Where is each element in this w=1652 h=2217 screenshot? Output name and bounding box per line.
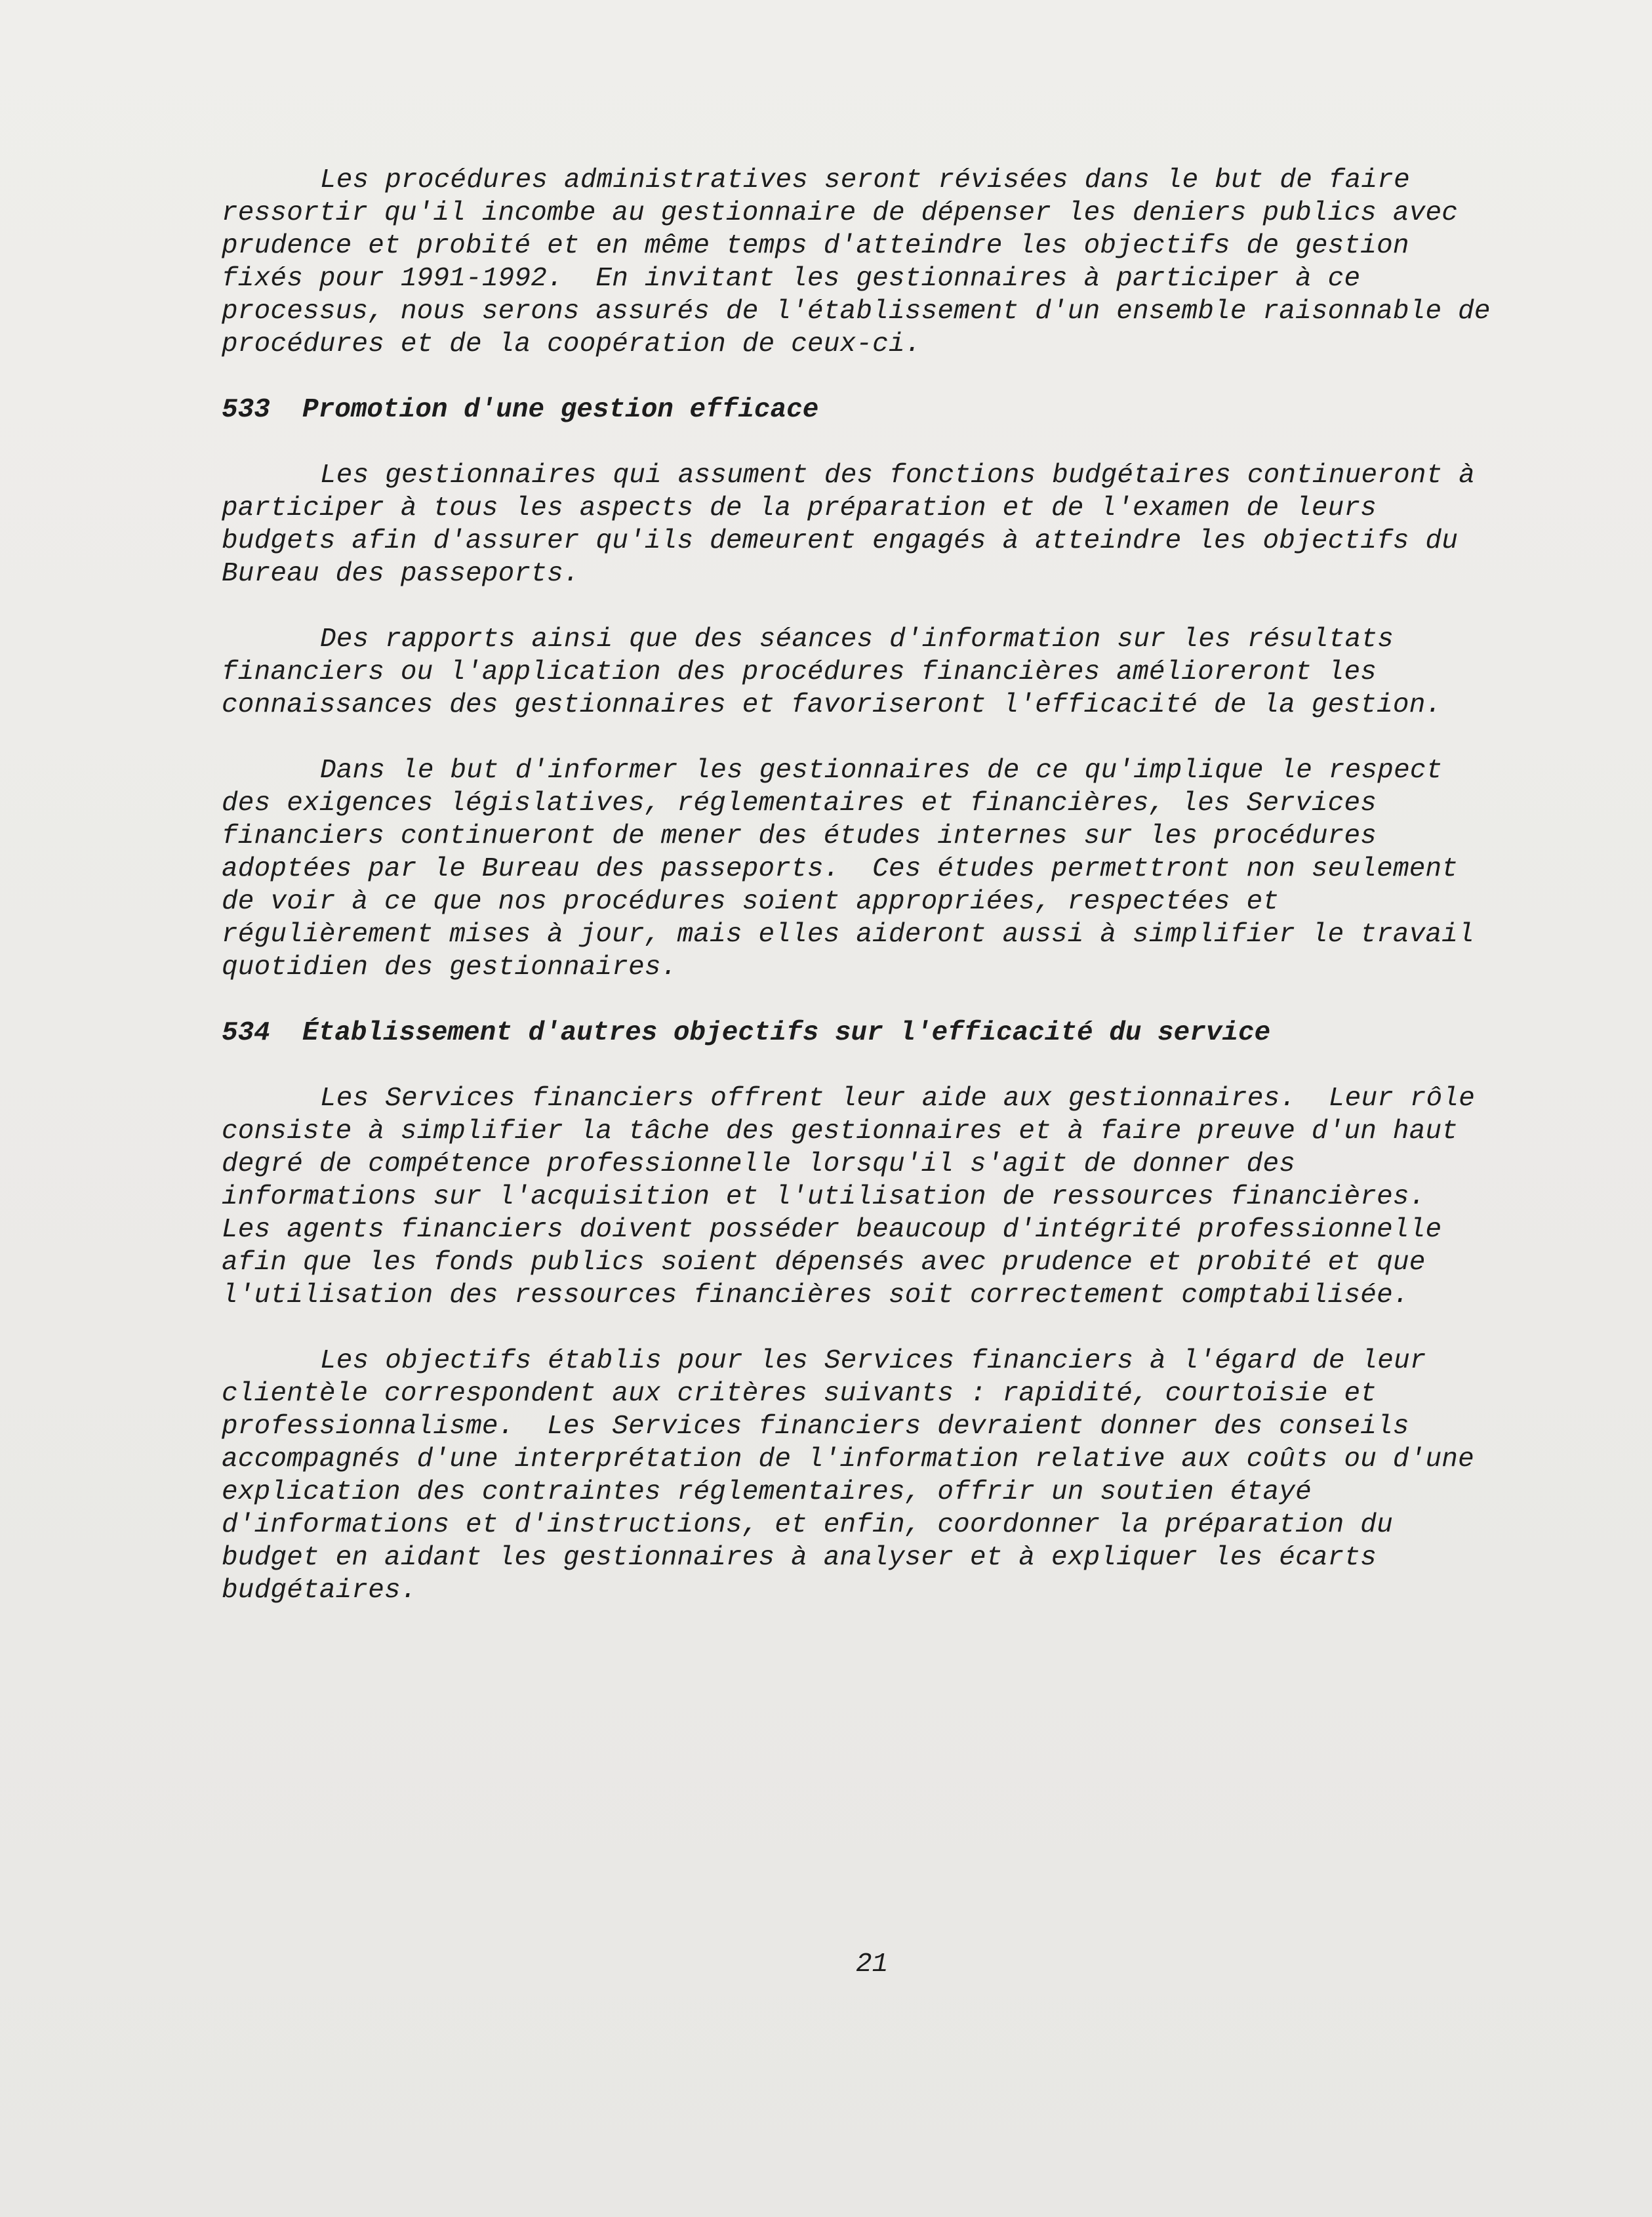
text-line: consiste à simplifier la tâche des gestionnaires et à faire preuve d'un haut — [222, 1116, 1459, 1147]
text-line: explication des contraintes réglementaires, offrir un soutien étayé — [222, 1477, 1312, 1507]
text-line: Les procédures administratives seront révisées dans le but de faire — [320, 165, 1410, 195]
section-534-paragraph-2 — [222, 1345, 1527, 1607]
section-534 — [222, 1017, 1527, 1607]
intro-paragraph — [222, 164, 1527, 361]
text-line: budgets afin d'assurer qu'ils demeurent engagés à atteindre les objectifs du — [222, 526, 1459, 556]
text-line: régulièrement mises à jour, mais elles aideront aussi à simplifier le travail — [222, 920, 1474, 950]
text-line: fixés pour 1991-1992. En invitant les gestionnaires à participer à ce — [222, 264, 1361, 294]
text-line: Bureau des passeports. — [222, 559, 580, 589]
section-533-paragraph-1 — [222, 459, 1527, 590]
text-line: des exigences législatives, réglementaires et financières, les Services — [222, 788, 1377, 819]
page-number: 21 — [856, 1949, 889, 1980]
text-line: adoptées par le Bureau des passeports. Ces études permettront non seulement — [222, 854, 1459, 884]
text-line: Dans le but d'informer les gestionnaires de ce qu'implique le respect — [320, 756, 1443, 786]
text-line: d'informations et d'instructions, et enfin, coordonner la préparation du — [222, 1510, 1393, 1540]
section-heading: 534 Établissement d'autres objectifs sur l'efficacité du service — [222, 1018, 1271, 1048]
text-line: Des rapports ainsi que des séances d'information sur les résultats — [320, 624, 1394, 655]
text-line: quotidien des gestionnaires. — [222, 952, 677, 983]
section-534-paragraph-1 — [222, 1082, 1527, 1312]
text-line: Les agents financiers doivent posséder beaucoup d'intégrité professionnelle — [222, 1215, 1442, 1245]
text-line: accompagnés d'une interprétation de l'information relative aux coûts ou d'une — [222, 1444, 1474, 1475]
text-line: participer à tous les aspects de la préparation et de l'examen de leurs — [222, 493, 1377, 523]
text-line: de voir à ce que nos procédures soient appropriées, respectées et — [222, 887, 1279, 917]
text-line: l'utilisation des ressources financières soit correctement comptabilisée. — [222, 1280, 1409, 1311]
text-line: financiers continueront de mener des études internes sur les procédures — [222, 821, 1377, 851]
text-line: Les gestionnaires qui assument des fonctions budgétaires continueront à — [320, 460, 1476, 491]
text-line: informations sur l'acquisition et l'utilisation de ressources financières. — [222, 1182, 1426, 1212]
text-line: afin que les fonds publics soient dépensés avec prudence et probité et que — [222, 1248, 1426, 1278]
text-line: budgétaires. — [222, 1576, 417, 1606]
text-line: budget en aidant les gestionnaires à analyser et à expliquer les écarts — [222, 1543, 1377, 1573]
text-line: procédures et de la coopération de ceux-ci. — [222, 329, 921, 359]
text-line: ressortir qu'il incombe au gestionnaire de dépenser les deniers publics avec — [222, 198, 1459, 228]
section-heading: 533 Promotion d'une gestion efficace — [222, 395, 819, 425]
section-533-paragraph-3 — [222, 754, 1527, 984]
text-line: prudence et probité et en même temps d'atteindre les objectifs de gestion — [222, 231, 1409, 261]
text-line: clientèle correspondent aux critères suivants : rapidité, courtoisie et — [222, 1379, 1377, 1409]
text-line: connaissances des gestionnaires et favoriseront l'efficacité de la gestion. — [222, 690, 1442, 720]
text-line: professionnalisme. Les Services financiers devraient donner des conseils — [222, 1412, 1409, 1442]
page-body — [222, 164, 1527, 1607]
section-533-paragraph-2 — [222, 623, 1527, 722]
text-line: financiers ou l'application des procédures financières amélioreront les — [222, 657, 1377, 687]
section-533 — [222, 394, 1527, 984]
text-line: degré de compétence professionnelle lorsqu'il s'agit de donner des — [222, 1149, 1296, 1179]
text-line: Les objectifs établis pour les Services financiers à l'égard de leur — [320, 1346, 1426, 1376]
text-line: processus, nous serons assurés de l'établissement d'un ensemble raisonnable de — [222, 296, 1491, 327]
text-line: Les Services financiers offrent leur aide aux gestionnaires. Leur rôle — [320, 1084, 1476, 1114]
